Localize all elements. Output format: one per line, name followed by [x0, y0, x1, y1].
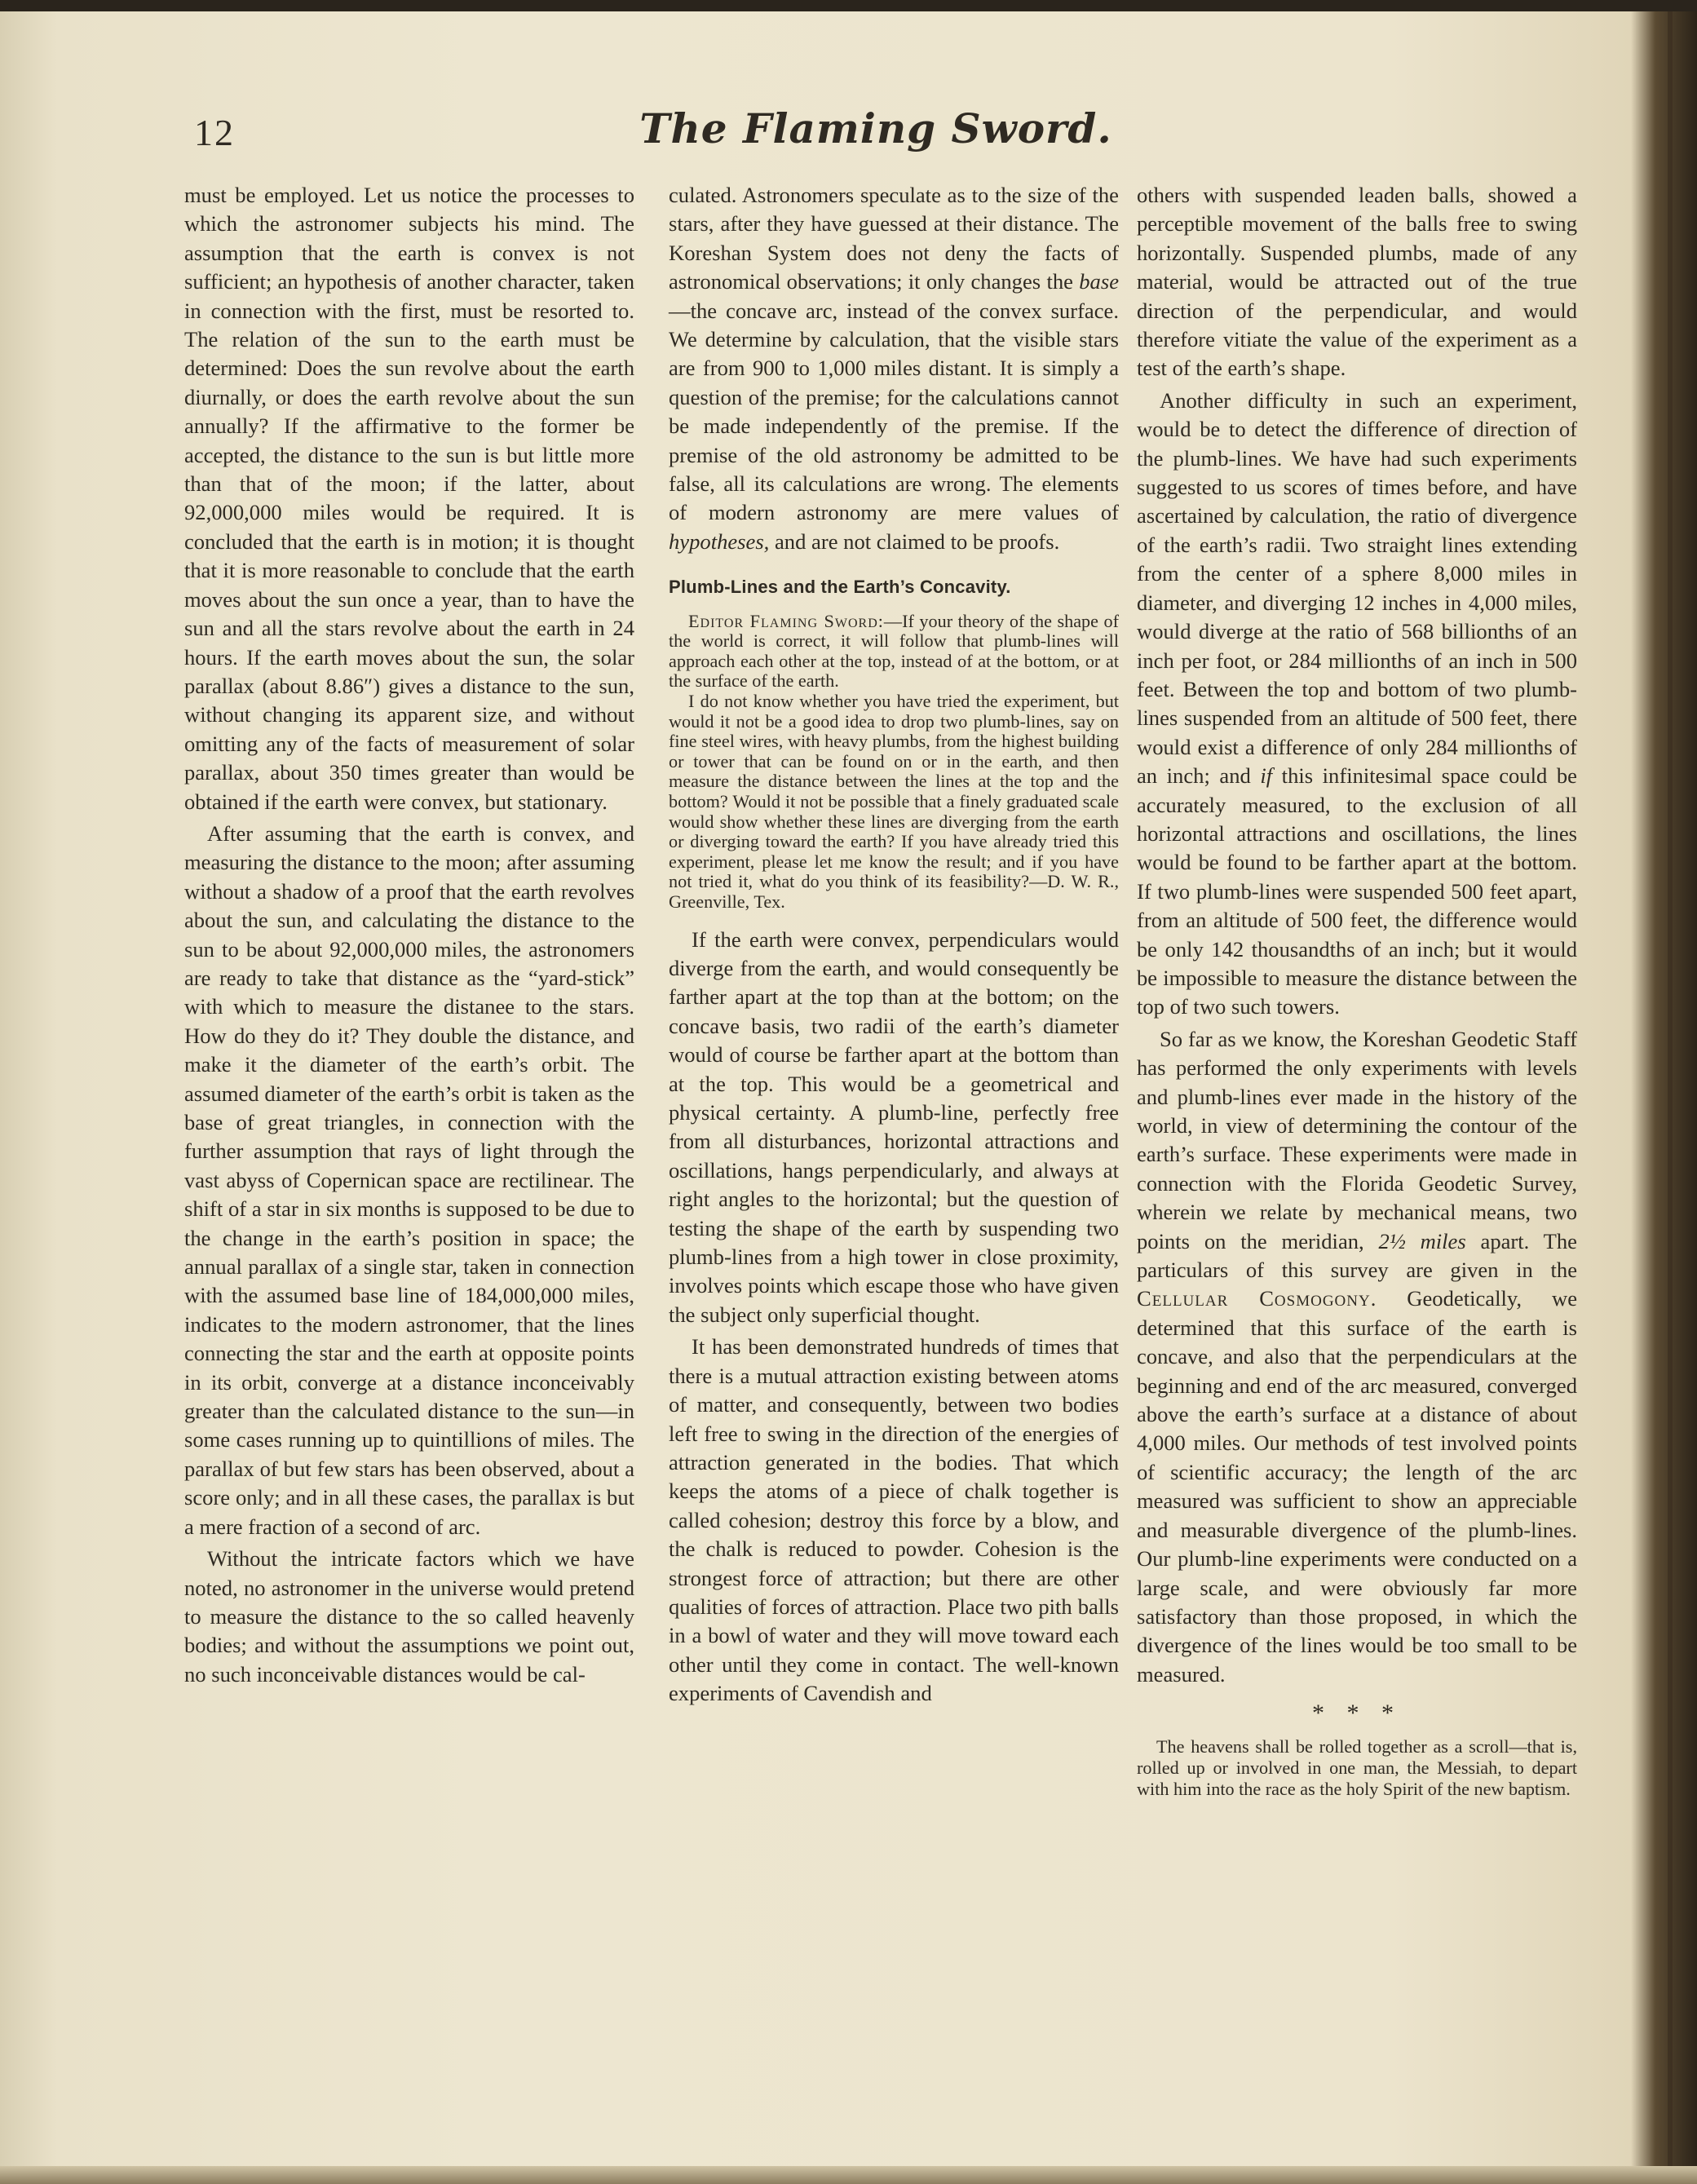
page-header: [183, 104, 1569, 153]
paragraph: After assuming that the earth is convex, and measuring the distance to the moon; after assuming without a shadow of a proof that the earth revolves about the sun, and calculating the distance to the sun to be about 92,000,000 miles, the astronomers are ready to take that distance as the “yard-stick” with which to measure the distanee to the stars. How do they do it? They double the distance, and make it the diameter of the earth’s orbit. The assumed diameter of the earth’s orbit is taken as the base of great triangles, in connection with the further assumption that rays of light through the vast abyss of Copernican space are rectilinear. The shift of a star in six months is supposed to be due to the change in the earth’s position in space; the annual parallax of a single star, taken in connection with the assumed base line of 184,000,000 miles, indicates to the modern astronomer, that the lines connecting the star and the earth at opposite points in its orbit, converge at a distance inconceivably greater than the calculated distance to the sun—in some cases running up to quintillions of miles. The parallax of but few stars has been observed, about a score only; and in all these cases, the parallax is but a mere fraction of a second of arc.: [184, 820, 634, 1539]
text-run: —If your theory of the shape of the world is correct, it will follow that plumb-lines will approach each other at the top, instead of at the bottom, or at the surface of the earth.: [669, 610, 1119, 692]
letter-paragraph: I do not know whether you have tried the experiment, but would it not be a good idea to drop two plumb-lines, say on fine steel wires, with heavy plumbs, from the highest building or tower that can be found on or in the earth, and then measure the distance between the lines at the top and the bottom? Would it not be possible that a finely graduated scale would show whether these lines are diverging from the earth or diverging toward the earth? If you have already tried this experiment, please let me know the result; and if you have not tried it, what do you think of its feasibility?—D. W. R., Greenville, Tex.: [669, 691, 1119, 912]
text-run: So far as we know, the Koreshan Geodetic Staff has performed the only experiments with levels and plumb-lines ever made in the history of the world, in view of determining the contour of the earth’s surface. These experiments were made in connection with the Florida Geodetic Survey, wherein we relate by mechanical means, two points on the meridian,: [1137, 1026, 1577, 1253]
column-2: [669, 181, 1119, 1709]
reader-letter: [669, 612, 1119, 913]
paragraph: must be employed. Let us notice the processes to which the astronomer subjects his mind. The assumption that the earth is convex is not sufficient; an hypothesis of another character, taken in connection with the first, must be resorted to. The relation of the sun to the earth must be determined: Does the sun revolve about the earth diurnally, or does the earth revolve about the sun annually? If the affirmative to the former be accepted, the distance to the sun is but little more than that of the moon; if the latter, about 92,000,000 miles would be required. It is concluded that the earth is in motion; it is thought that it is more reasonable to conclude that the earth moves about the sun once a year, than to have the sun and all the stars revolve about the earth in 24 hours. If the earth moves about the sun, the solar parallax (about 8.86″) gives a distance to the sun, without changing its apparent size, and without omitting any of the facts of measurement of solar parallax, about 350 times greater than would be obtained if the earth were convex, but stationary.: [184, 183, 634, 814]
emphasis: if: [1260, 763, 1273, 789]
section-separator: * * *: [1312, 1700, 1402, 1727]
scan-binding-edge: [1668, 11, 1673, 2166]
letter-paragraph: [669, 612, 1119, 692]
text-run: Geodetically, we determined that this surface of the earth is concave, and also that the perpendiculars at the beginning and end of the arc measured, converged above the earth’s surface at a distance of about 4,000 miles. Our methods of test involved points of scientific accuracy; the length of the arc measured was sufficient to show an appreciable and measurable divergence of the plumb-lines. Our plumb-line experiments were conducted on a large scale, and were obviously far more satisfactory than those proposed, in which the divergence of the lines would be too small to be measured.: [1137, 1286, 1577, 1687]
paragraph: [1137, 387, 1577, 1022]
paragraph: [669, 181, 1119, 556]
paragraph: others with suspended leaden balls, showed a perceptible movement of the balls free to swing horizontally. Suspended plumbs, made of any material, would be attracted out of the true direction of the perpendicular, and would therefore vitiate the value of the experiment as a test of the earth’s shape.: [1137, 183, 1577, 381]
emphasis: 2½ miles: [1378, 1228, 1466, 1253]
scan-top-edge: [0, 0, 1697, 11]
running-title: The Flaming Sword.: [639, 104, 1112, 153]
emphasis: hypotheses,: [669, 528, 770, 554]
text-run: culated. Astronomers speculate as to the size of the stars, after they have guessed at their distance. The Koreshan System does not deny the facts of astronomical observations; it only changes the: [669, 183, 1119, 294]
paragraph: It has been demonstrated hundreds of times that there is a mutual attraction existing between atoms of matter, and consequently, between two bodies left free to swing in the direction of the energies of attraction generated in the bodies. That which keeps the atoms of a piece of chalk together is called cohesion; destroy this force by a blow, and the chalk is reduced to powder. Cohesion is the strongest force of attraction; but there are other qualities of forces of attraction. Place two pith balls in a bowl of water and they will move toward each other until they come in contact. The well-known experiments of Cavendish and: [669, 1334, 1119, 1706]
text-run: apart. The particulars of this survey are given in the: [1137, 1228, 1577, 1283]
text-run: and are not claimed to be proofs.: [769, 528, 1060, 554]
column-3: [1137, 181, 1577, 1800]
book-title: Cellular Cosmogony.: [1137, 1286, 1377, 1311]
paragraph: [1137, 1025, 1577, 1689]
text-run: Another difficulty in such an experiment, would be to detect the difference of direction of the plumb-lines. We have had such experiments suggested to us scores of times before, and have ascertained by calculation, the ratio of divergence of the earth’s radii. Two straight lines extending from the center of a sphere 8,000 miles in diameter, and diverging 12 inches in 4,000 miles, would diverge at the ratio of 568 billionths of an inch per foot, or 284 millionths of an inch in 500 feet. Between the top and bottom of two plumb-lines suspended from an altitude of 500 feet, there would exist a difference of only 284 millionths of an inch; and: [1137, 387, 1577, 789]
letter-salutation: Editor Flaming Sword:: [688, 610, 884, 631]
paragraph: Without the intricate factors which we have noted, no astronomer in the universe would pretend to measure the distance to the so called heavenly bodies; and without the assumptions we point out, no such inconceivable distances would be cal-: [184, 1546, 634, 1687]
text-run: —the concave arc, instead of the convex surface. We determine by calculation, that the visible stars are from 900 to 1,000 miles distant. It is simply a question of the premise; for the calculations cannot be made independently of the premise. If the premise of the old astronomy be admitted to be false, all its calculations are wrong. The elements of modern astronomy are mere values of: [669, 298, 1119, 525]
paragraph: The heavens shall be rolled together as a scroll—that is, rolled up or involved in one man, the Messiah, to depart with him into the race as the holy Spirit of the new baptism.: [1137, 1735, 1577, 1799]
page-number: 12: [194, 112, 235, 153]
paragraph: If the earth were convex, perpendiculars would diverge from the earth, and would consequently be farther apart at the top than at the bottom; on the concave basis, two radii of the earth’s diameter would of course be farther apart at the bottom than at the top. This would be a geometrical and physical certainty. A plumb-line, perfectly free from all disturbances, horizontal attractions and oscillations, hangs perpendicularly, and always at right angles to the horizontal; but the question of testing the shape of the earth by suspending two plumb-lines from a high tower in close proximity, involves points which escape those who have given the subject only superficial thought.: [669, 926, 1119, 1327]
column-1: [184, 181, 634, 1689]
emphasis: base: [1079, 269, 1119, 294]
scan-bottom-edge: [0, 2166, 1697, 2184]
closing-note: [1137, 1736, 1577, 1800]
section-heading: Plumb-Lines and the Earth’s Concavity.: [669, 577, 1011, 598]
text-run: this infinitesimal space could be accurately measured, to the exclusion of all horizontal attractions and oscillations, the lines would be found to be farther apart at the bottom. If two plumb-lines were suspended 500 feet apart, from an altitude of 500 feet, the difference would be only 142 thousandths of an inch; but it would be impossible to measure the distance between the top of two such towers.: [1137, 763, 1577, 1019]
